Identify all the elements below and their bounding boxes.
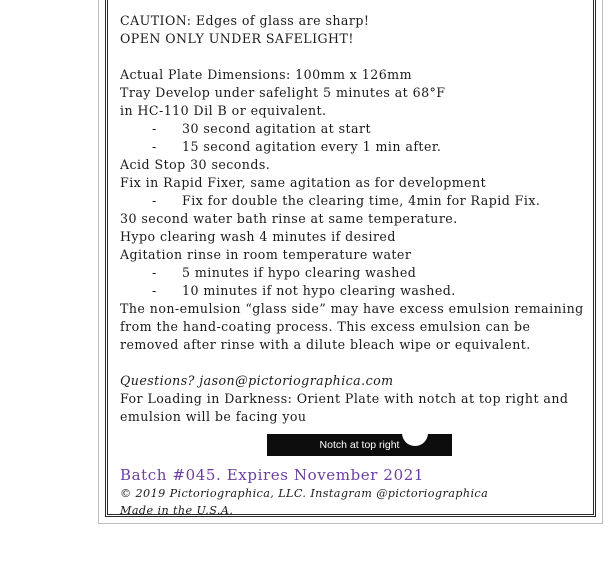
caution-line-2: OPEN ONLY UNDER SAFELIGHT! — [120, 31, 354, 46]
plate-dimensions: Actual Plate Dimensions: 100mm x 126mm — [120, 67, 412, 82]
label-content — [120, 12, 590, 519]
made-in-line: Made in the U.S.A. — [120, 504, 234, 517]
agitation-rinse: Agitation rinse in room temperature water — [120, 247, 412, 262]
questions-contact: Questions? jason@pictoriographica.com — [120, 373, 394, 388]
develop-line-2: in HC-110 Dil B or equivalent. — [120, 103, 327, 118]
develop-line-1: Tray Develop under safelight 5 minutes at 68°F — [120, 85, 446, 100]
agitation-item-2: 15 second agitation every 1 min after. — [182, 139, 442, 154]
notch-label: Notch at top right — [319, 439, 400, 451]
fix-line: Fix in Rapid Fixer, same agitation as for development — [120, 175, 487, 190]
bullet-dash: - — [152, 283, 157, 298]
fix-note: Fix for double the clearing time, 4min for Rapid Fix. — [182, 193, 541, 208]
rinse-option-2: 10 minutes if not hypo clearing washed. — [182, 283, 456, 298]
notch-shape — [402, 433, 428, 446]
rinse-option-1: 5 minutes if hypo clearing washed — [182, 265, 417, 280]
notch-indicator-bar — [267, 434, 452, 456]
list-item — [120, 264, 590, 282]
bullet-dash: - — [152, 139, 157, 154]
list-item — [120, 138, 590, 156]
hypo-wash: Hypo clearing wash 4 minutes if desired — [120, 229, 396, 244]
spacer — [120, 354, 590, 372]
acid-stop: Acid Stop 30 seconds. — [120, 157, 271, 172]
copyright-line: © 2019 Pictoriographica, LLC. Instagram @pictoriographica — [120, 487, 489, 500]
batch-expiry: Batch #045. Expires November 2021 — [120, 466, 425, 484]
bullet-dash: - — [152, 193, 157, 208]
emulsion-note: The non-emulsion “glass side” may have excess emulsion remaining from the hand-coating process. This excess emulsion can be removed after rinse with a dilute bleach wipe or equivalent. — [120, 301, 584, 352]
caution-line-1: CAUTION: Edges of glass are sharp! — [120, 13, 370, 28]
water-rinse: 30 second water bath rinse at same temperature. — [120, 211, 458, 226]
list-item — [120, 192, 590, 210]
agitation-item-1: 30 second agitation at start — [182, 121, 371, 136]
spacer — [120, 48, 590, 66]
list-item — [120, 282, 590, 300]
loading-instructions: For Loading in Darkness: Orient Plate with notch at top right and emulsion will be facing you — [120, 391, 569, 424]
bullet-dash: - — [152, 121, 157, 136]
bullet-dash: - — [152, 265, 157, 280]
list-item — [120, 120, 590, 138]
